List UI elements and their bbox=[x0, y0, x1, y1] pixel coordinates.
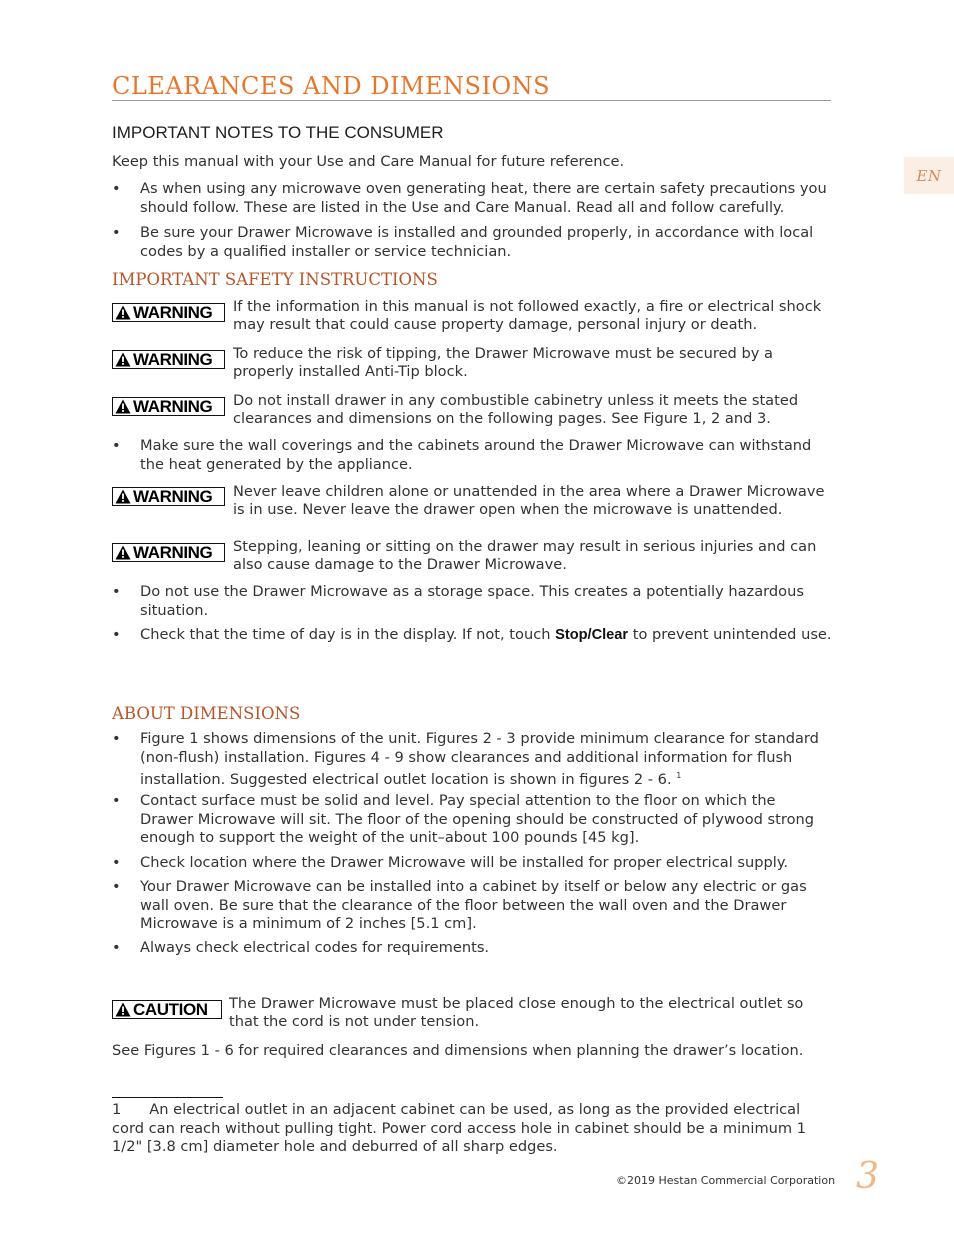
list-item bbox=[112, 854, 832, 874]
bullet-dot: • bbox=[112, 180, 121, 197]
bullet-dot: • bbox=[112, 224, 121, 241]
warning-triangle-icon bbox=[115, 1002, 131, 1017]
caution-label: CAUTION bbox=[133, 1000, 208, 1019]
bullet-dot: • bbox=[112, 583, 121, 600]
language-tab[interactable]: EN bbox=[904, 157, 954, 194]
warning-triangle-icon bbox=[115, 352, 131, 367]
closing-text: See Figures 1 - 6 for required clearances and dimensions when planning the drawer’s location. bbox=[112, 1042, 804, 1059]
copyright: ©2019 Hestan Commercial Corporation bbox=[616, 1174, 836, 1187]
warning-label: WARNING bbox=[133, 350, 213, 369]
warning-text: If the information in this manual is not followed exactly, a fire or electrical shock may result that could cause property damage, personal injury or death. bbox=[233, 298, 822, 333]
page-number: 3 bbox=[856, 1156, 879, 1197]
warning-text: Never leave children alone or unattended in the area where a Drawer Microwave is in use. Never leave the drawer open when the microwave is unattended. bbox=[233, 483, 825, 518]
bullet-dot: • bbox=[112, 626, 121, 643]
bullet-dot: • bbox=[112, 437, 121, 454]
warning-badge bbox=[112, 397, 225, 416]
list-item bbox=[112, 878, 832, 934]
bullet-dot: • bbox=[112, 854, 121, 871]
warning-label: WARNING bbox=[133, 543, 213, 562]
list-item-text: Your Drawer Microwave can be installed into a cabinet by itself or below any electric or gas wall oven. Be sure that the clearance of the floor between the wall oven and the Drawer Microwave is a minimum of 2 inches [5.1 cm]. bbox=[140, 878, 807, 932]
page-title: CLEARANCES AND DIMENSIONS bbox=[112, 72, 551, 100]
warning-badge bbox=[112, 350, 225, 369]
list-item bbox=[112, 792, 832, 848]
list-item-text bbox=[140, 730, 832, 789]
warning-label: WARNING bbox=[133, 303, 213, 322]
time-text-after: to prevent unintended use. bbox=[628, 626, 832, 643]
warning-label: WARNING bbox=[133, 487, 213, 506]
list-item-text: As when using any microwave oven generating heat, there are certain safety precautions you should follow. These are listed in the Use and Care Manual. Read all and follow carefully. bbox=[140, 180, 827, 216]
consumer-heading: IMPORTANT NOTES TO THE CONSUMER bbox=[112, 123, 444, 142]
stop-clear-key: Stop/Clear bbox=[555, 627, 629, 643]
footnote-ref[interactable]: 1 bbox=[676, 771, 682, 780]
list-item-text: Make sure the wall coverings and the cabinets around the Drawer Microwave can withstand the heat generated by the appliance. bbox=[140, 437, 812, 473]
warning-triangle-icon bbox=[115, 489, 131, 504]
footnote-text: An electrical outlet in an adjacent cabinet can be used, as long as the provided electrical cord can reach without pulling tight. Power cord access hole in cabinet should be a minimum 1 1/2" [3.8 cm] diameter hole and deburred of all sharp edges. bbox=[112, 1101, 807, 1155]
warning-triangle-icon bbox=[115, 399, 131, 414]
list-item bbox=[112, 437, 832, 475]
list-item bbox=[112, 626, 832, 646]
footnote-divider bbox=[112, 1097, 223, 1098]
warning-text: Stepping, leaning or sitting on the drawer may result in serious injuries and can also cause damage to the Drawer Microwave. bbox=[233, 538, 817, 573]
consumer-intro: Keep this manual with your Use and Care Manual for future reference. bbox=[112, 153, 625, 170]
list-item-text: Check location where the Drawer Microwave will be installed for proper electrical supply. bbox=[140, 854, 789, 871]
list-item-text: Do not use the Drawer Microwave as a storage space. This creates a potentially hazardous situation. bbox=[140, 583, 804, 619]
bullet-dot: • bbox=[112, 878, 121, 895]
time-text-before: Check that the time of day is in the display. If not, touch bbox=[140, 626, 556, 643]
bullet-dot: • bbox=[112, 939, 121, 956]
footnote-number: 1 bbox=[112, 1101, 122, 1118]
warning-triangle-icon bbox=[115, 545, 131, 560]
caution-badge bbox=[112, 1000, 222, 1019]
list-item-text: Always check electrical codes for requirements. bbox=[140, 939, 490, 956]
list-item-text: Contact surface must be solid and level. Pay special attention to the floor on which the Drawer Microwave will sit. The floor of the opening should be constructed of plywood strong enough to support the weight of the unit–about 100 pounds [45 kg]. bbox=[140, 792, 815, 846]
dimensions-bullet-text: Figure 1 shows dimensions of the unit. Figures 2 - 3 provide minimum clearance for standard (non-flush) installation. Figures 4 - 9 show clearances and additional information for flush installation. Suggested electrical outlet location is shown in figures 2 - 6. bbox=[140, 730, 819, 788]
warning-text: Do not install drawer in any combustible cabinetry unless it meets the stated clearances and dimensions on the following pages. See Figure 1, 2 and 3. bbox=[233, 392, 799, 427]
footnote bbox=[112, 1101, 832, 1157]
dimensions-heading: ABOUT DIMENSIONS bbox=[112, 704, 301, 723]
list-item bbox=[112, 583, 832, 621]
warning-text: To reduce the risk of tipping, the Drawer Microwave must be secured by a properly installed Anti-Tip block. bbox=[233, 345, 773, 380]
safety-heading: IMPORTANT SAFETY INSTRUCTIONS bbox=[112, 270, 438, 289]
warning-badge bbox=[112, 303, 225, 322]
list-item-text bbox=[140, 626, 832, 645]
list-item bbox=[112, 939, 832, 959]
warning-triangle-icon bbox=[115, 305, 131, 320]
caution-text: The Drawer Microwave must be placed close enough to the electrical outlet so that the cord is not under tension. bbox=[229, 995, 804, 1030]
list-item bbox=[112, 180, 832, 218]
warning-badge bbox=[112, 487, 225, 506]
list-item bbox=[112, 224, 832, 262]
bullet-dot: • bbox=[112, 730, 121, 747]
warning-label: WARNING bbox=[133, 397, 213, 416]
list-item bbox=[112, 730, 832, 786]
warning-badge bbox=[112, 543, 225, 562]
bullet-dot: • bbox=[112, 792, 121, 809]
title-divider bbox=[112, 100, 831, 101]
list-item-text: Be sure your Drawer Microwave is installed and grounded properly, in accordance with local codes by a qualified installer or service technician. bbox=[140, 224, 814, 260]
